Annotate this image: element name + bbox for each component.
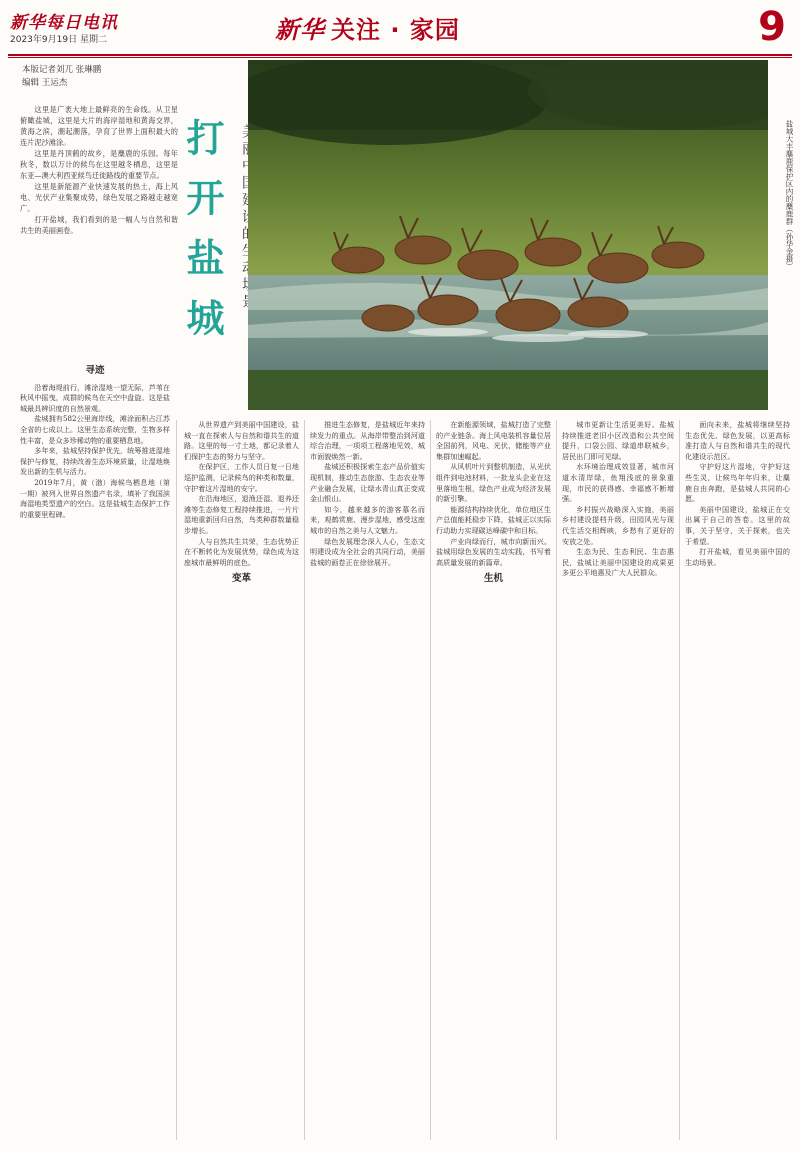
body-paragraph: 2019年7月，黄（渤）海候鸟栖息地（第一期）被列入世界自然遗产名录，填补了我国滨海湿地类型遗产的空白。这是盐城生态保护工作的重要里程碑。 <box>20 477 170 519</box>
reporter-credit: 本版记者刘兀 张琳鹏 <box>22 65 102 75</box>
headline: 打开盐城 <box>180 118 224 358</box>
body-paragraph: 如今，越来越多的游客慕名而来，观鹤赏鹿、漫步湿地，感受这座城市的自然之美与人文魅力。 <box>310 504 425 535</box>
body-paragraph: 打开盐城，看见美丽中国的生动场景。 <box>685 547 790 567</box>
column-rule <box>304 420 305 1140</box>
body-paragraph: 在沿海地区，退渔还湿、退养还滩等生态修复工程持续推进，一片片湿地重新回归自然，鸟类种群数量稳步增长。 <box>184 494 299 535</box>
body-paragraph: 美丽中国建设，盐城正在交出属于自己的答卷。这里的故事，关于坚守，关于探索，也关于希望。 <box>685 504 790 546</box>
section-title <box>275 10 460 45</box>
intro-paragraph: 这里是新能源产业快速发展的热土，海上风电、光伏产业集聚成势，绿色发展之路越走越宽广。 <box>20 182 178 213</box>
body-paragraph: 人与自然共生共荣，生态优势正在不断转化为发展优势，绿色成为这座城市最鲜明的底色。 <box>184 536 299 567</box>
body-column-2 <box>184 420 299 591</box>
column-rule <box>679 420 680 1140</box>
body-paragraph: 产业向绿而行，城市向新而兴。盐城用绿色发展的生动实践，书写着高质量发展的新篇章。 <box>436 536 551 567</box>
body-paragraph: 推进生态修复，是盐城近年来持续发力的重点。从海岸带整治到河道综合治理，一项项工程落地见效，城市面貌焕然一新。 <box>310 420 425 461</box>
section-heading-xunji: 寻迹 <box>85 365 105 376</box>
issue-date: 2023年9月19日 星期二 <box>10 35 107 45</box>
masthead-rule-thin <box>8 57 792 58</box>
brand-name: 新华每日电讯 <box>10 13 118 33</box>
body-column-6 <box>685 420 790 568</box>
body-column-4 <box>436 420 551 591</box>
column-rule <box>176 420 177 1140</box>
page-number: 9 <box>758 4 786 50</box>
newspaper-brand <box>10 8 118 33</box>
masthead-rule <box>8 54 792 56</box>
body-paragraph: 守护好这片湿地，守护好这些生灵，让候鸟年年归来，让麋鹿自由奔跑，是盐城人共同的心愿。 <box>685 462 790 504</box>
body-paragraph: 从世界遗产到美丽中国建设，盐城一直在探索人与自然和谐共生的道路。这里的每一寸土地，都记录着人们保护生态的努力与坚守。 <box>184 420 299 461</box>
intro-text <box>20 104 178 236</box>
photo-caption: 盐城大丰麋鹿保护区内的麋鹿群（孙华金摄） <box>785 120 794 270</box>
body-paragraph: 从风机叶片到整机制造，从光伏组件到电池材料，一批龙头企业在这里落地生根，绿色产业成为经济发展的新引擎。 <box>436 462 551 504</box>
body-column-1 <box>20 360 170 520</box>
body-paragraph: 水环境治理成效显著，城市河道水清岸绿，鱼翔浅底的景象重现，市民的获得感、幸福感不断增强。 <box>562 462 674 504</box>
section-heading-biange: 变革 <box>231 573 251 585</box>
body-paragraph: 沿着海堤前行，滩涂湿地一望无际，芦苇在秋风中摇曳，成群的候鸟在天空中盘旋。这是盐城最具辨识度的自然景观。 <box>20 382 170 413</box>
body-paragraph: 在保护区，工作人员日复一日地巡护监测，记录候鸟的种类和数量，守护着这片湿地的安宁。 <box>184 462 299 493</box>
section-heading-shengji: 生机 <box>483 573 503 585</box>
body-paragraph: 乡村振兴战略深入实施，美丽乡村建设提档升级，田园风光与现代生活交相辉映，乡愁有了更好的安放之处。 <box>562 504 674 546</box>
body-paragraph: 生态为民、生态利民、生态惠民，盐城让美丽中国建设的成果更多更公平地惠及广大人民群众。 <box>562 547 674 578</box>
body-paragraph: 城市更新让生活更美好。盐城持续推进老旧小区改造和公共空间提升，口袋公园、绿道串联城乡，居民出门即可见绿。 <box>562 420 674 461</box>
deer-photo <box>248 60 768 410</box>
body-column-5 <box>562 420 674 579</box>
editor-credits <box>22 64 101 90</box>
body-paragraph: 能源结构持续优化，单位地区生产总值能耗稳步下降，盐城正以实际行动助力实现碳达峰碳中和目标。 <box>436 504 551 535</box>
body-paragraph: 在新能源领域，盐城打造了完整的产业链条。海上风电装机容量位居全国前列，风电、光伏、储能等产业集群加速崛起。 <box>436 420 551 461</box>
section-logo: 新华 <box>275 16 325 44</box>
masthead <box>0 0 800 56</box>
section-name: 关注 · 家园 <box>331 16 460 44</box>
intro-paragraph: 这里是丹顶鹤的故乡，是麋鹿的乐园。每年秋冬，数以万计的候鸟在这里越冬栖息，这里是东亚—澳大利西亚候鸟迁徙路线的重要节点。 <box>20 149 178 180</box>
body-paragraph: 面向未来，盐城将继续坚持生态优先、绿色发展，以更高标准打造人与自然和谐共生的现代化建设示范区。 <box>685 420 790 461</box>
body-column-3 <box>310 420 425 568</box>
wetland-deer-illustration <box>248 60 768 410</box>
intro-paragraph: 打开盐城，我们看到的是一幅人与自然和谐共生的美丽画卷。 <box>20 215 178 235</box>
body-paragraph: 绿色发展理念深入人心，生态文明建设成为全社会的共同行动，美丽盐城的画卷正在徐徐展开。 <box>310 536 425 567</box>
editor-credit: 编辑 王运杰 <box>22 78 68 88</box>
body-paragraph: 盐城还积极探索生态产品价值实现机制，推动生态旅游、生态农业等产业融合发展，让绿水青山真正变成金山银山。 <box>310 462 425 504</box>
body-paragraph: 盐城拥有582公里海岸线，滩涂面积占江苏全省的七成以上。这里生态系统完整，生物多样性丰富，是众多珍稀动物的重要栖息地。 <box>20 414 170 445</box>
column-rule <box>556 420 557 1140</box>
intro-paragraph: 这里是广袤大地上最鲜亮的生命线。从卫星俯瞰盐城，这里是大片的海岸湿地和黄海交界，黄海之滨，潮起潮落，孕育了世界上面积最大的连片泥沙滩涂。 <box>20 105 178 147</box>
body-paragraph: 多年来，盐城坚持保护优先，统筹推进湿地保护与修复，持续改善生态环境质量，让湿地焕发出新的生机与活力。 <box>20 446 170 477</box>
column-rule <box>430 420 431 1140</box>
